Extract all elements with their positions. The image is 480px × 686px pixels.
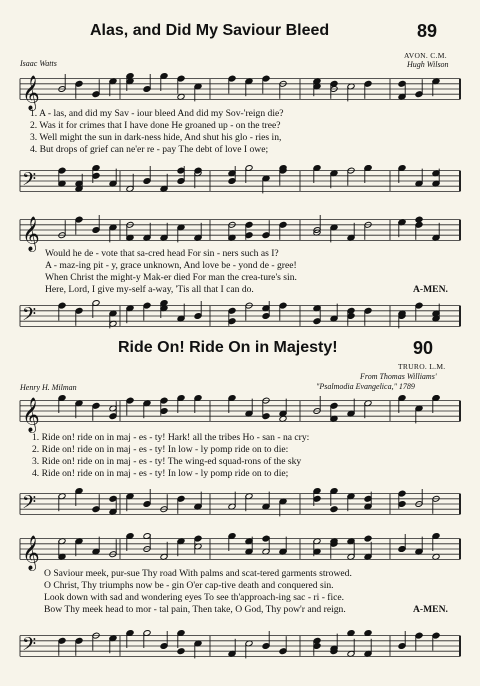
bass-clef-icon: 𝄢 xyxy=(22,304,37,330)
bass-clef-icon: 𝄢 xyxy=(22,634,37,660)
note-head xyxy=(364,535,372,542)
hymn-89-verse-2b: A - maz-ing pit - y, grace unknown, And love be - yond de - gree! xyxy=(45,260,297,271)
hymn-89-staff-bass-1 xyxy=(0,158,480,204)
hymn-90-verse-3b: Look down with sad and wondering eyes To see th'approach-ing sac - ri - fice. xyxy=(44,592,345,603)
hymn-89-composer: Hugh Wilson xyxy=(407,60,449,69)
hymn-90-verse-3a: 3. Ride on! ride on in maj - es - ty! The wing-ed squad-rons of the sky xyxy=(32,456,302,467)
hymn-90-amen: A-MEN. xyxy=(413,604,448,615)
treble-clef-icon: 𝄞 xyxy=(22,75,40,111)
hymn-90-number: 90 xyxy=(413,338,434,358)
note-head xyxy=(194,167,202,174)
hymn-89-number: 89 xyxy=(417,21,438,41)
hymn-90-author: Henry H. Milman xyxy=(20,383,77,392)
note-head xyxy=(415,216,423,223)
hymn-89-staff-treble-1 xyxy=(0,64,480,114)
treble-clef-icon: 𝄞 xyxy=(22,535,40,571)
hymn-89-verse-3a: 3. Well might the sun in dark-ness hide, And shut his glo - ries in, xyxy=(30,132,282,143)
treble-clef-icon: 𝄞 xyxy=(22,397,40,433)
hymn-90-source: "Psalmodia Evangelica," 1789 xyxy=(316,382,415,391)
hymn-90-staff-treble-1 xyxy=(0,386,480,436)
hymn-90-title: Ride On! Ride On in Majesty! xyxy=(118,339,338,356)
hymn-90-verse-2a: 2. Ride on! ride on in maj - es - ty! In low - ly pomp ride on to die: xyxy=(32,444,289,455)
hymn-90-staff-treble-2 xyxy=(0,526,480,572)
hymn-89-verse-1a: 1. A - las, and did my Sav - iour bleed And did my Sov-'reign die? xyxy=(30,108,284,119)
hymn-90-verse-2b: O Christ, Thy triumphs now be - gin O'er cap-tive death and conquered sin. xyxy=(44,580,334,591)
treble-clef-icon: 𝄞 xyxy=(22,216,40,252)
note-head xyxy=(330,506,338,513)
hymn-89-verse-1b: Would he de - vote that sa-cred head For sin - ners such as I? xyxy=(45,248,279,259)
bass-clef-icon: 𝄢 xyxy=(22,492,37,518)
note-head xyxy=(177,648,185,655)
hymn-89-verse-2a: 2. Was it for crimes that I have done He groaned up - on the tree? xyxy=(30,120,281,131)
bass-clef-icon: 𝄢 xyxy=(22,169,37,195)
hymn-89-title: Alas, and Did My Saviour Bleed xyxy=(90,22,330,39)
hymn-90-verse-1a: 1. Ride on! ride on in maj - es - ty! Hark! all the tribes Ho - san - na cry: xyxy=(32,432,310,443)
hymn-89-staff-bass-2 xyxy=(0,296,480,336)
hymn-90-verse-1b: O Saviour meek, pur-sue Thy road With palms and scat-tered garments strowed. xyxy=(44,568,352,579)
hymn-89-amen: A-MEN. xyxy=(413,284,448,295)
hymn-90-staff-bass-1 xyxy=(0,480,480,528)
hymn-89-verse-4b: Here, Lord, I give my-self a-way, 'Tis all that I can do. xyxy=(45,284,254,295)
hymn-89-tune: AVON. C.M. xyxy=(404,51,447,60)
hymn-89-verse-4a: 4. But drops of grief can ne'er re - pay The debt of love I owe; xyxy=(30,144,269,155)
hymn-89-verse-3b: When Christ the might-y Mak-er died For man the crea-ture's sin. xyxy=(45,272,297,283)
hymn-90-verse-4a: 4. Ride on! ride on in maj - es - ty! In low - ly pomp ride on to die; xyxy=(32,468,289,479)
hymn-90-staff-bass-2 xyxy=(0,616,480,676)
hymn-90-tune: TRURO. L.M. xyxy=(398,362,446,371)
note-head xyxy=(398,546,406,553)
hymn-90-verse-4b: Bow Thy meek head to mor - tal pain, Then take, O God, Thy pow'r and reign. xyxy=(44,604,346,615)
hymn-89-author: Isaac Watts xyxy=(20,59,57,68)
hymn-90-from: From Thomas Williams' xyxy=(360,372,437,381)
